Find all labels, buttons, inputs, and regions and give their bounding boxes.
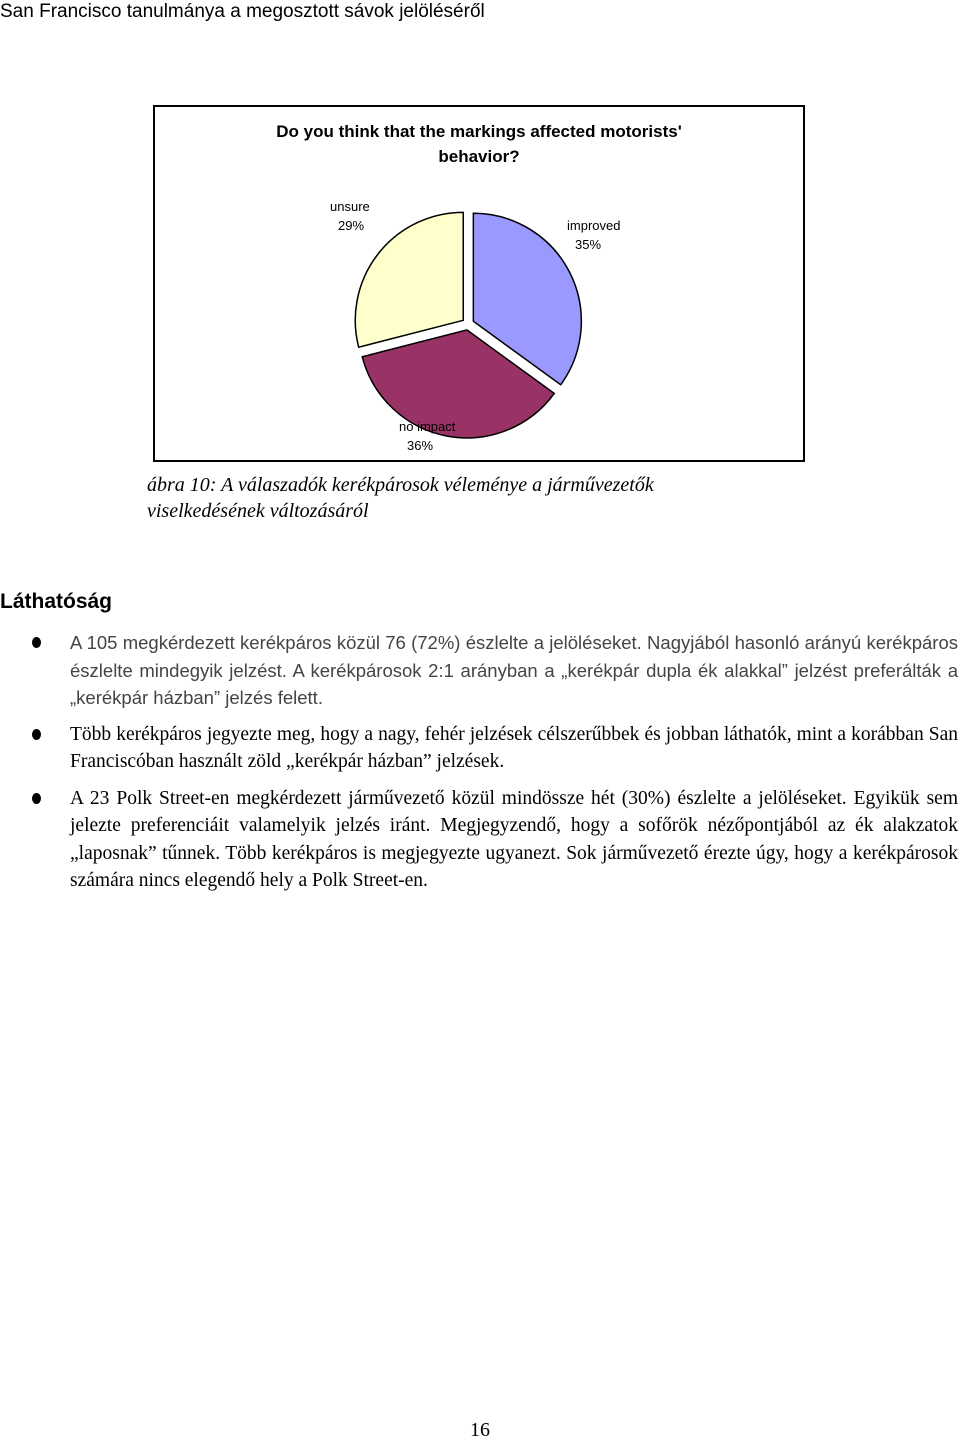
bullet-icon xyxy=(32,637,41,648)
list-item xyxy=(0,785,958,895)
pie-slice-unsure xyxy=(355,212,463,347)
slice-label-unsure: unsure xyxy=(330,199,370,214)
slice-label-no-impact: no impact xyxy=(399,419,456,434)
list-item-text: Több kerékpáros jegyezte meg, hogy a nagy, fehér jelzések célszerűbbek és jobban láthatók, mint a korábban San Franciscóban használt zöld „kerékpár házban” jelzések. xyxy=(70,723,958,772)
slice-label-improved: improved xyxy=(567,218,621,233)
page-number: 16 xyxy=(470,1419,490,1441)
figure-caption-line-2: viselkedésének változásáról xyxy=(147,500,369,522)
list-item-text: A 105 megkérdezett kerékpáros közül 76 (72%) észlelte a jelöléseket. Nagyjából hasonló arányú kerékpáros észlelte mindegyik jelzést. A kerékpárosok 2:1 arányban a „kerékpár dupla ék alakkal” jelzést preferálták a „kerékpár házban” jelzés felett. xyxy=(70,632,958,708)
list-item xyxy=(0,721,958,776)
list-item-text: A 23 Polk Street-en megkérdezett járművezető közül mindössze hét (30%) észlelte a jelöléseket. Egyikük sem jelezte preferenciáit valamelyik jelzés iránt. Megjegyzendő, hogy a sofőrök nézőpontjából az ék alakzatok „laposnak” tűnnek. Több kerékpáros is megjegyezte ugyanezt. Sok járművezető érezte úgy, hogy a kerékpárosok számára nincs elegendő hely a Polk Street-en. xyxy=(70,787,958,891)
slice-value-unsure: 29% xyxy=(338,218,365,233)
section-heading: Láthatóság xyxy=(0,590,113,613)
figure-caption xyxy=(147,472,847,524)
pie-chart xyxy=(155,107,803,460)
pie-chart-frame xyxy=(153,105,805,462)
chart-title: Do you think that the markings affected motorists' behavior? xyxy=(276,122,682,166)
bullet-list xyxy=(0,629,960,904)
figure-caption-line-1: ábra 10: A válaszadók kerékpárosok véleménye a járművezetők xyxy=(147,474,654,496)
slice-value-improved: 35% xyxy=(575,237,602,252)
slice-value-no-impact: 36% xyxy=(407,438,434,453)
bullet-icon xyxy=(32,729,41,740)
running-header: San Francisco tanulmánya a megosztott sávok jelöléséről xyxy=(0,1,485,22)
list-item xyxy=(0,629,958,712)
bullet-icon xyxy=(32,793,41,804)
